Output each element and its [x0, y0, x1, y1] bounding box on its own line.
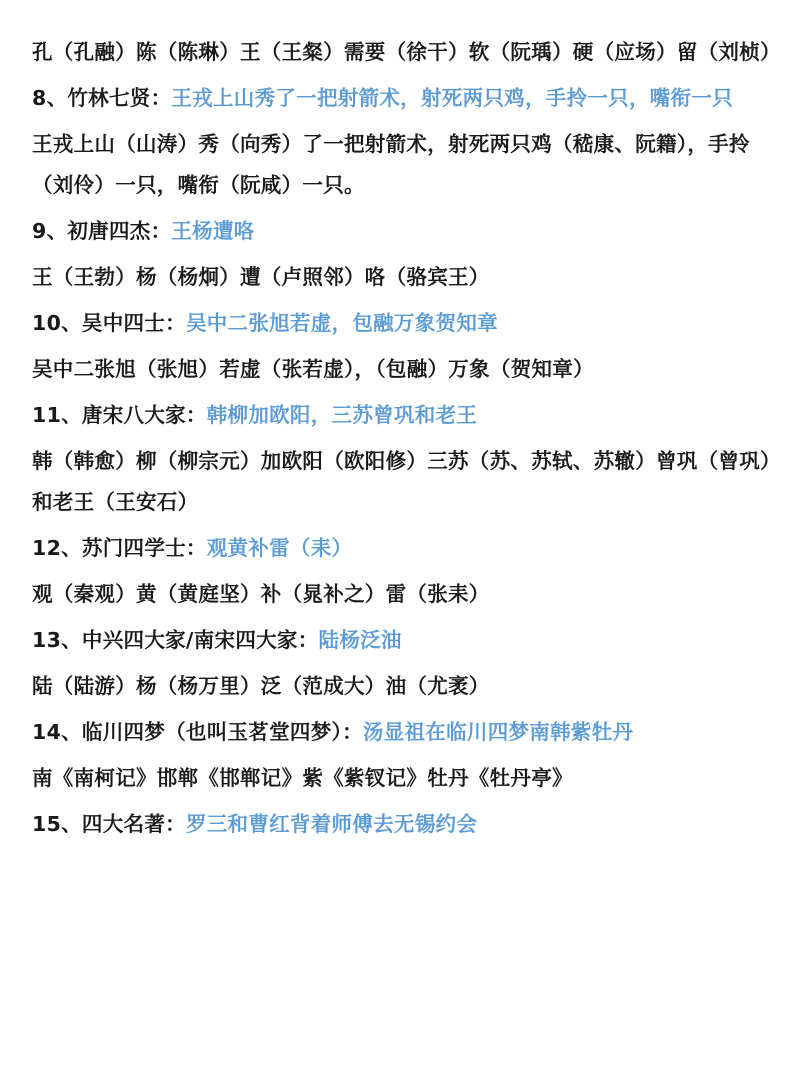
line-text: 王（王勃）杨（杨炯）遭（卢照邻）咯（骆宾王） [32, 265, 490, 289]
heading-sumen-four [32, 528, 772, 569]
line-text: 吴中二张旭（张旭）若虚（张若虚），（包融）万象（贺知章） [32, 357, 594, 381]
heading-early-tang-four [32, 211, 772, 252]
line-text: 王戎上山（山涛）秀（向秀）了一把射箭术，射死两只鸡（嵇康、阮籍），手拎（刘伶）一只，嘴衔（阮咸）一只。 [32, 132, 750, 197]
heading-linchuan-four-dreams [32, 712, 772, 753]
heading-label: 13、中兴四大家/南宋四大家： [32, 628, 319, 652]
mnemonic-text: 汤显祖在临川四梦南韩紫牡丹 [362, 720, 634, 744]
document-page [32, 32, 781, 850]
mnemonic-text: 韩柳加欧阳，三苏曾巩和老王 [206, 403, 478, 427]
heading-label: 11、唐宋八大家： [32, 403, 207, 427]
heading-label: 14、临川四梦（也叫玉茗堂四梦）： [32, 720, 363, 744]
heading-label: 12、苏门四学士： [32, 536, 207, 560]
heading-tang-song-eight [32, 395, 772, 436]
heading-label: 9、初唐四杰： [32, 219, 172, 243]
mnemonic-text: 王戎上山秀了一把射箭术，射死两只鸡，手拎一只，嘴衔一只 [171, 86, 733, 110]
line-text: 观（秦观）黄（黄庭坚）补（晁补之）雷（张耒） [32, 582, 490, 606]
text-line-sumen-explanation [32, 574, 772, 615]
line-text: 孔（孔融）陈（陈琳）王（王粲）需要（徐干）软（阮瑀）硬（应场）留（刘桢） [32, 40, 781, 64]
mnemonic-text: 吴中二张旭若虚，包融万象贺知章 [185, 311, 498, 335]
text-line-bamboo-explanation [32, 124, 772, 206]
text-line-southern-song-explanation [32, 666, 772, 707]
line-text: 韩（韩愈）柳（柳宗元）加欧阳（欧阳修）三苏（苏、苏轼、苏辙）曾巩（曾巩）和老王（王安石） [32, 449, 771, 514]
mnemonic-text: 王杨遭咯 [171, 219, 255, 243]
text-line-tang-song-explanation [32, 441, 772, 523]
text-line-linchuan-explanation [32, 758, 772, 799]
mnemonic-text: 观黄补雷（耒） [206, 536, 353, 560]
line-text: 陆（陆游）杨（杨万里）泛（范成大）油（尤袤） [32, 674, 490, 698]
text-line-wuzhong-explanation [32, 349, 772, 390]
text-line-early-tang-explanation [32, 257, 772, 298]
line-text: 南《南柯记》邯郸《邯郸记》紫《紫钗记》牡丹《牡丹亭》 [32, 766, 573, 790]
mnemonic-text: 陆杨泛油 [318, 628, 402, 652]
text-line-jian-an-explanation [32, 32, 781, 73]
mnemonic-text: 罗三和曹红背着师傅去无锡约会 [185, 812, 478, 836]
heading-four-great-classics [32, 804, 772, 845]
heading-label: 15、四大名著： [32, 812, 186, 836]
heading-label: 8、竹林七贤： [32, 86, 172, 110]
heading-label: 10、吴中四士： [32, 311, 186, 335]
heading-southern-song-four [32, 620, 772, 661]
heading-bamboo-grove-sages [32, 78, 772, 119]
heading-wuzhong-four [32, 303, 772, 344]
